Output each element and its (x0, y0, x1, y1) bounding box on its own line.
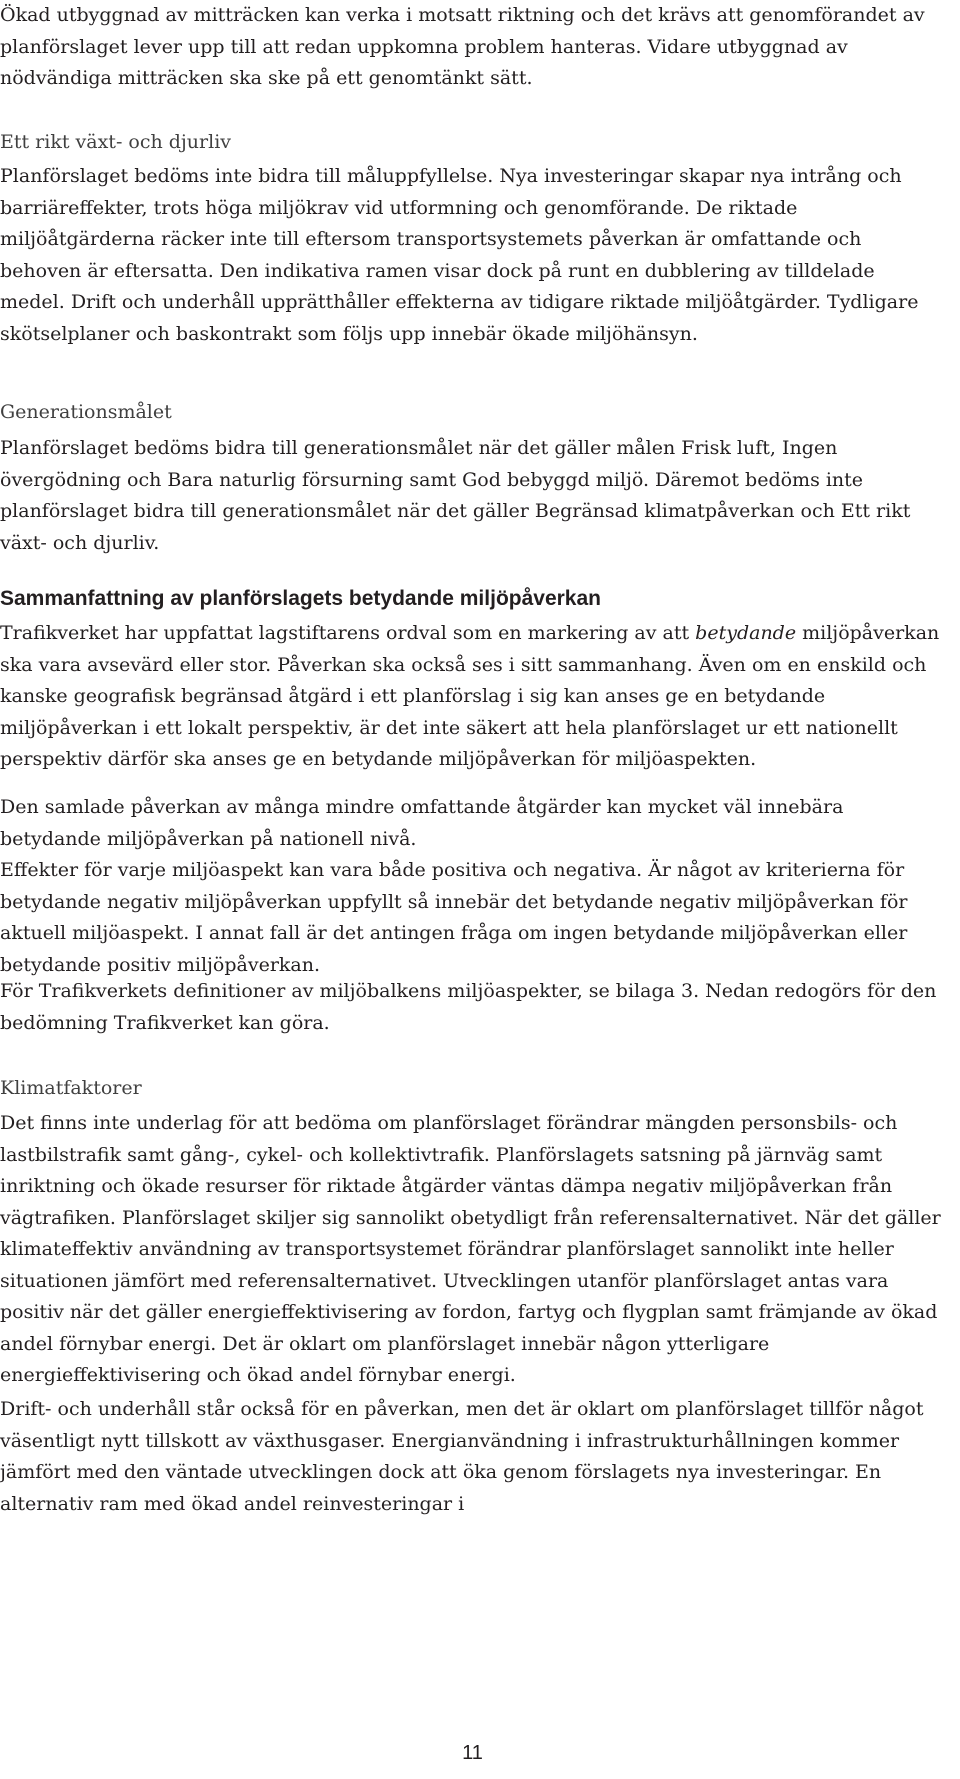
paragraph-ett-rikt-vaxt-och-djurliv: Planförslaget bedöms inte bidra till måluppfyllelse. Nya investeringar skapar nya intrång och barriäreffekter, trots höga miljökrav vid utformning och genomförande. De riktade miljöåtgärderna räcker inte till eftersom transportsystemets påverkan är omfattande och behoven är eftersatta. Den indikativa ramen visar dock på runt en dubblering av tilldelade medel. Drift och underhåll upprätthåller effekterna av tidigare riktade miljöåtgärder. Tydligare skötselplaner och baskontrakt som följs upp innebär ökade miljöhänsyn. (0, 165, 919, 345)
heading-klimatfaktorer: Klimatfaktorer (0, 1077, 142, 1099)
paragraph-mitträcken: Ökad utbyggnad av mitträcken kan verka i motsatt riktning och det krävs att genomförandet av planförslaget lever upp till att redan uppkomna problem hanteras. Vidare utbyggnad av nödvändiga mitträcken ska ske på ett genomtänkt sätt. (0, 4, 925, 89)
emphasis-betydande: betydande (695, 622, 797, 644)
heading-generationsmalet: Generationsmålet (0, 401, 172, 423)
paragraph-generationsmalet: Planförslaget bedöms bidra till generationsmålet när det gäller målen Frisk luft, Ingen övergödning och Bara naturlig försurning samt God bebyggd miljö. Däremot bedöms inte planförslaget bidra till generationsmålet när det gäller Begränsad klimatpåverkan och Ett rikt växt- och djurliv. (0, 437, 911, 554)
page-number: 11 (462, 1742, 483, 1764)
paragraph-definitioner: För Trafikverkets definitioner av miljöbalkens miljöaspekter, se bilaga 3. Nedan redogörs för den bedömning Trafikverket kan göra. (0, 980, 937, 1034)
paragraph-betydande-text-start: Trafikverket har uppfattat lagstiftarens ordval som en markering av att (0, 622, 696, 644)
heading-sammanfattning: Sammanfattning av planförslagets betydande miljöpåverkan (0, 587, 601, 610)
paragraph-betydande-text-end: miljöpåverkan ska vara avsevärd eller stor. Påverkan ska också ses i sitt sammanhang. Även om en enskild och kanske geografisk begränsad åtgärd i ett planförslag i sig kan anses ge en betydande miljöpåverkan i ett lokalt perspektiv, är det inte säkert att hela planförslaget ur ett nationellt perspektiv därför ska anses ge en betydande miljöpåverkan för miljöaspekten. (0, 622, 940, 770)
paragraph-betydande-miljopaverkan (0, 618, 945, 776)
paragraph-drift-och-underhall: Drift- och underhåll står också för en påverkan, men det är oklart om planförslaget tillför något väsentligt nytt tillskott av växthusgaser. Energianvändning i infrastrukturhållningen kommer jämfört med den väntade utvecklingen dock att öka genom förslagets nya investeringar. En alternativ ram med ökad andel reinvesteringar i (0, 1398, 924, 1515)
paragraph-effekter: Effekter för varje miljöaspekt kan vara både positiva och negativa. Är något av kriterierna för betydande negativ miljöpåverkan uppfyllt så innebär det betydande negativ miljöpåverkan för aktuell miljöaspekt. I annat fall är det antingen fråga om ingen betydande miljöpåverkan eller betydande positiv miljöpåverkan. (0, 859, 908, 976)
paragraph-samlade-paverkan: Den samlade påverkan av många mindre omfattande åtgärder kan mycket väl innebära betydande miljöpåverkan på nationell nivå. (0, 796, 844, 850)
heading-ett-rikt-vaxt-och-djurliv: Ett rikt växt- och djurliv (0, 131, 232, 153)
paragraph-klimatfaktorer: Det finns inte underlag för att bedöma om planförslaget förändrar mängden personsbils- och lastbilstrafik samt gång-, cykel- och kollektivtrafik. Planförslagets satsning på järnväg samt inriktning och ökade resurser för riktade åtgärder väntas dämpa negativ miljöpåverkan från vägtrafiken. Planförslaget skiljer sig sannolikt obetydligt från referensalternativet. När det gäller klimateffektiv användning av transportsystemet förändrar planförslaget sannolikt inte heller situationen jämfört med referensalternativet. Utvecklingen utanför planförslaget antas vara positiv när det gäller energieffektivisering av fordon, fartyg och flygplan samt främjande av ökad andel förnybar energi. Det är oklart om planförslaget innebär någon ytterligare energieffektivisering och ökad andel förnybar energi. (0, 1112, 941, 1386)
